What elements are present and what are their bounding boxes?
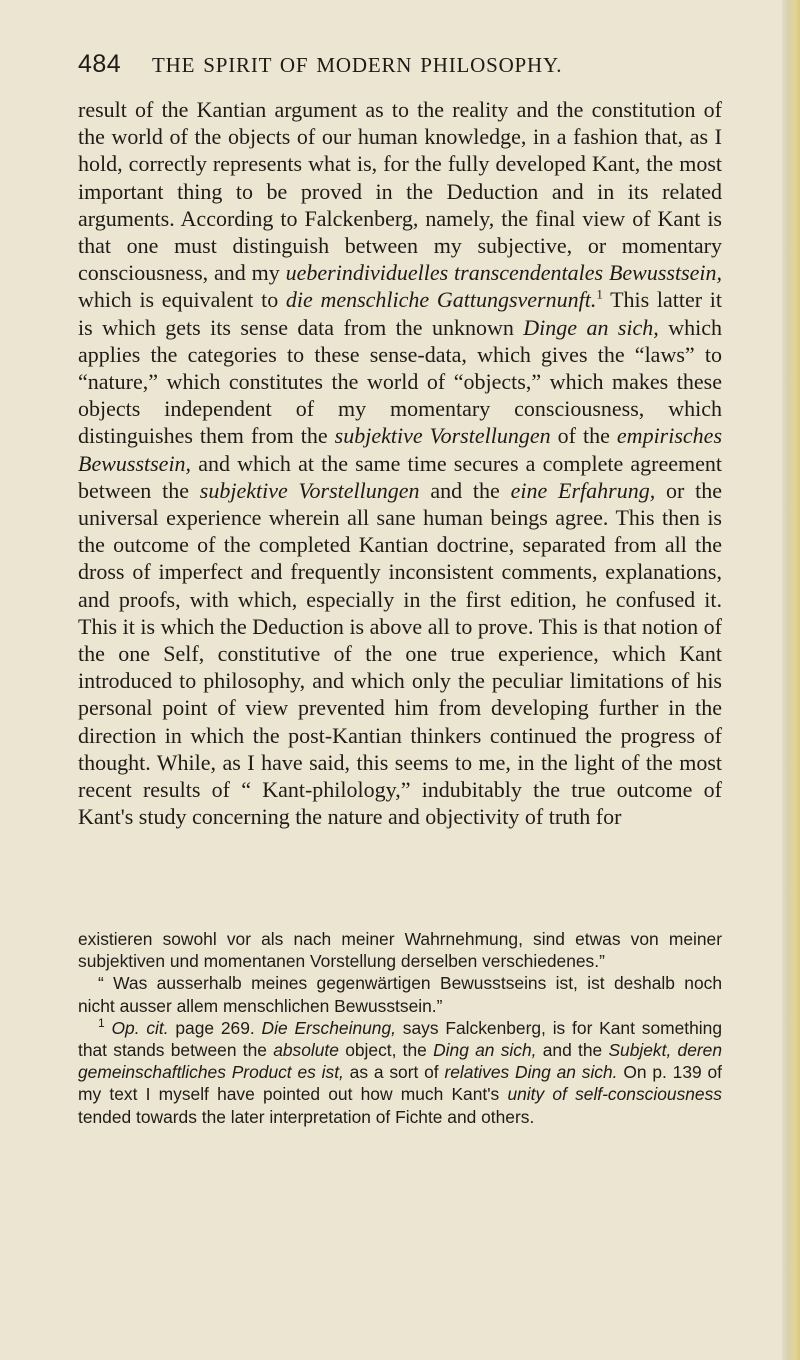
- text-run: page 269.: [168, 1017, 262, 1038]
- italic-term: Die Erscheinung,: [261, 1017, 396, 1038]
- italic-term: die menschliche Gattungsvernunft.: [285, 287, 597, 313]
- italic-term: eine Erfahrung,: [510, 477, 656, 503]
- text-run: and the: [419, 477, 511, 503]
- italic-term: ueberindividuelles transcendentales Bewusstsein,: [285, 260, 723, 286]
- text-run: or the universal experience wherein all sane human beings agree. This then is the outcome of the completed Kantian doctrine, separated from all the dross of imperfect and frequently inconsistent comments, explanations, and proofs, with which, especially in the first edition, he confused it. This it is which the Deduction is above all to prove. This is that notion of the one Self, constitutive of the one true experience, which Kant introduced to philosophy, and which only the peculiar limitations of his personal point of view prevented him from developing further in the direction in which the post-Kantian thinkers continued the progress of thought. While, as I have said, this seems to me, in the light of the most recent results of “ Kant-philology,” indubitably the true outcome of Kant's study concerning the nature and objectivity of truth for: [78, 477, 723, 830]
- italic-term: unity of self-consciousness: [507, 1084, 722, 1105]
- running-title: THE SPIRIT OF MODERN PHILOSOPHY.: [152, 53, 563, 77]
- text-run: as a sort of: [343, 1062, 445, 1083]
- footnotes: [78, 928, 722, 1128]
- footnote-continuation: existieren sowohl vor als nach meiner Wahrnehmung, sind etwas von meiner subjektiven und momentanen Vorstellung derselben verschiedenes.”: [78, 929, 722, 972]
- text-run: result of the Kantian argument as to the reality and the constitution of the world of the objects of our human knowledge, in a fashion that, as I hold, correctly represents what is, for the fully developed Kant, the most important thing to be proved in the Deduction and in its related arguments. According to Falckenberg, namely, the final view of Kant is that one must distinguish between my subjective, or momentary consciousness, and my: [78, 97, 722, 286]
- text-run: object, the: [338, 1040, 434, 1061]
- footnote-continuation-quote: “ Was ausserhalb meines gegenwärtigen Bewusstseins ist, ist deshalb noch nicht ausser allem menschlichen Bewusstsein.”: [78, 973, 722, 1016]
- italic-term: subjektive Vorstellungen: [334, 423, 551, 449]
- page-edge: [782, 0, 800, 1360]
- text-run: says Falckenberg, is for Kant something that stands between the: [78, 1017, 722, 1061]
- body-paragraph: [78, 96, 722, 830]
- italic-term: relatives Ding an sich.: [444, 1062, 618, 1083]
- text-run: which applies the categories to these sense-data, which gives the “laws” to “nature,” which constitutes the world of “objects,” which makes these objects independent of my momentary consciousness, which distinguishes them from the: [78, 314, 722, 449]
- text-run: This latter it is which gets its sense data from the unknown: [78, 287, 722, 340]
- text-run: which is equivalent to: [78, 287, 286, 313]
- italic-term: Subjekt, deren gemeinschaftliches Product es ist,: [78, 1040, 723, 1083]
- text-run: and the: [536, 1040, 609, 1061]
- page-header: [78, 50, 718, 86]
- text-run: and which at the same time secures a complete agreement between the: [78, 450, 722, 503]
- text-run: On p. 139 of my text I myself have pointed out how much Kant's: [78, 1062, 722, 1105]
- footnote-1: [78, 1017, 722, 1128]
- text-run: tended towards the later interpretation of Fichte and others.: [78, 1106, 535, 1127]
- italic-term: absolute: [273, 1040, 339, 1061]
- italic-term: Dinge an sich,: [523, 314, 659, 340]
- italic-term: subjektive Vorstellungen: [199, 477, 420, 503]
- footnote-marker: 1: [98, 1016, 105, 1031]
- italic-term: empirisches Bewusstsein,: [78, 423, 723, 476]
- page-number: 484: [78, 50, 122, 78]
- italic-term: Ding an sich,: [433, 1040, 537, 1061]
- text-run: of the: [550, 423, 617, 449]
- italic-term: Op. cit.: [111, 1017, 169, 1038]
- footnote-reference: 1: [596, 287, 603, 303]
